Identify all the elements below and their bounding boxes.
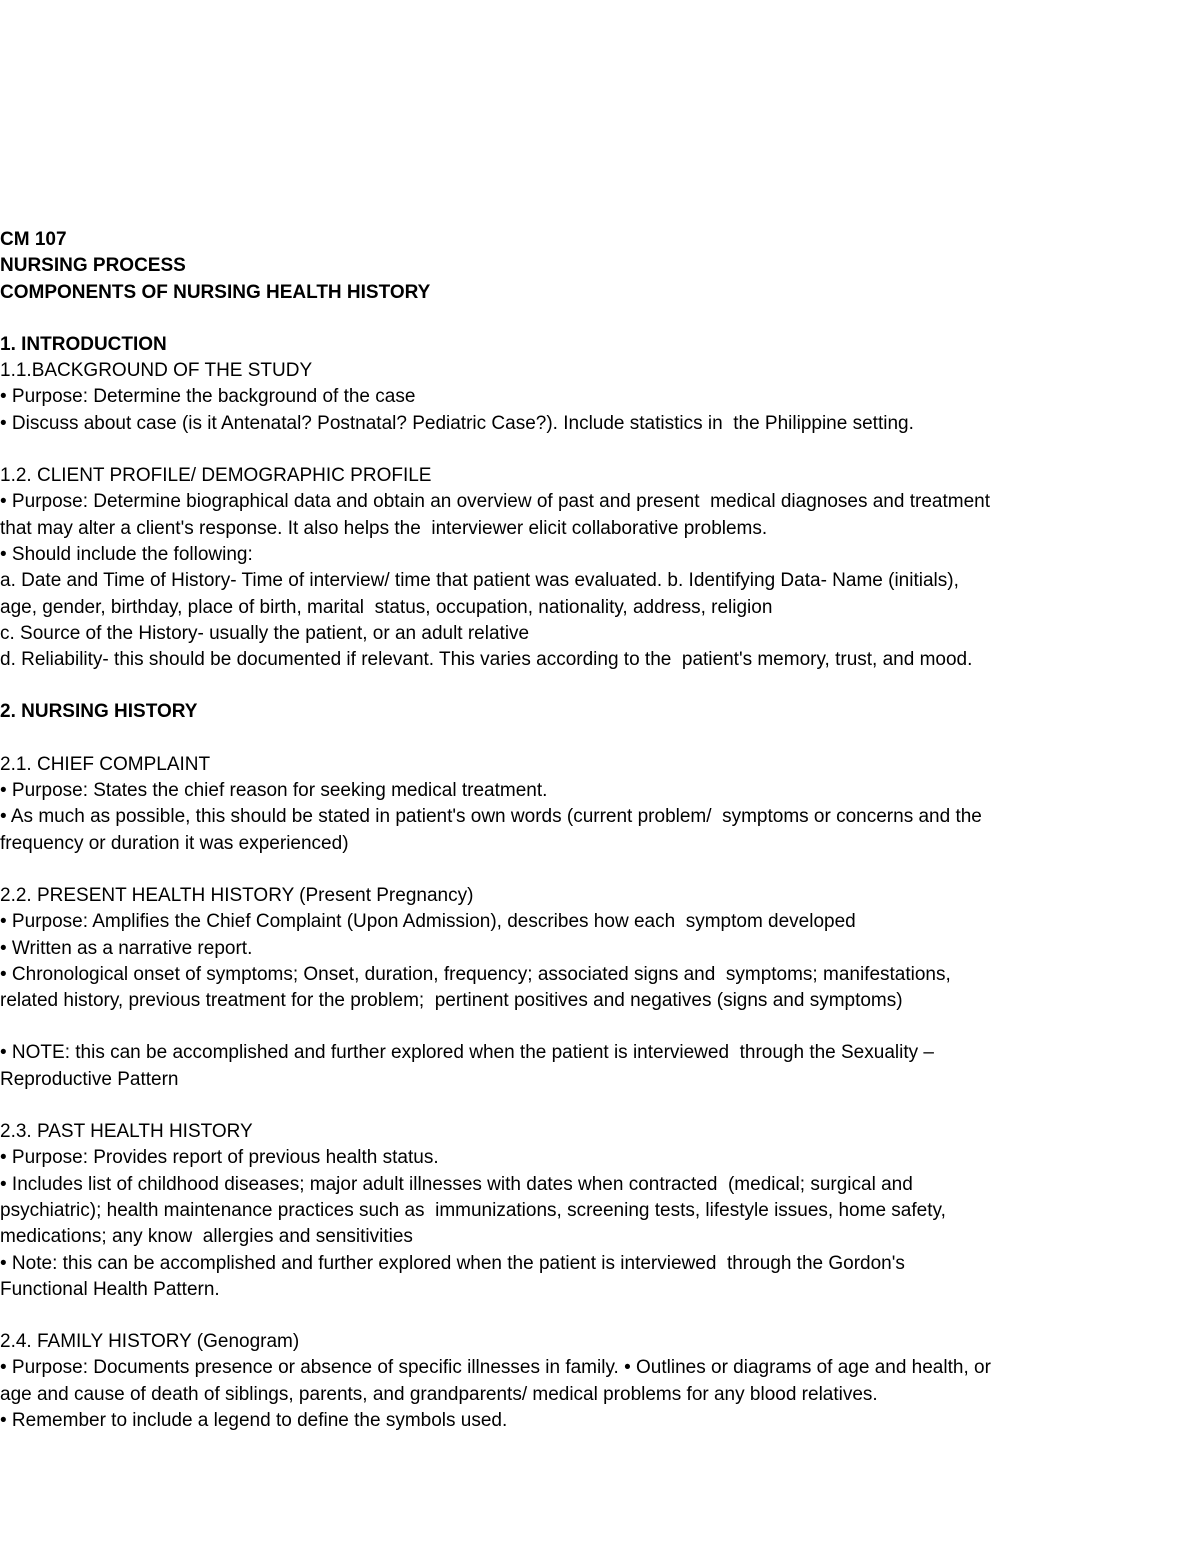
section-1-2-line: d. Reliability- this should be documented if relevant. This varies according to the patient's memory, trust, and mood.	[0, 649, 973, 671]
section-2-3-line: • Note: this can be accomplished and further explored when the patient is interviewed through the Gordon's	[0, 1252, 905, 1274]
spacer	[0, 1014, 1190, 1040]
section-1-1-title: 1.1.BACKGROUND OF THE STUDY	[0, 360, 313, 382]
section-1-2-line: • Should include the following:	[0, 543, 253, 565]
section-2-2-line: • Written as a narrative report.	[0, 937, 253, 959]
section-2-3-line: psychiatric); health maintenance practices such as immunizations, screening tests, lifestyle issues, home safety,	[0, 1199, 946, 1221]
section-2-3-title: 2.3. PAST HEALTH HISTORY	[0, 1121, 253, 1143]
section-2-4-line: • Purpose: Documents presence or absence of specific illnesses in family. • Outlines or diagrams of age and health, or	[0, 1357, 991, 1379]
spacer	[0, 306, 1190, 332]
section-1-1-line: • Discuss about case (is it Antenatal? Postnatal? Pediatric Case?). Include statistics in the Philippine setting.	[0, 412, 914, 434]
section-2-2-line: • Chronological onset of symptoms; Onset, duration, frequency; associated signs and symptoms; manifestations,	[0, 963, 951, 985]
section-2-1-title: 2.1. CHIEF COMPLAINT	[0, 753, 211, 775]
document-page	[0, 227, 1190, 1434]
spacer	[0, 726, 1190, 752]
section-2-3-line: • Purpose: Provides report of previous health status.	[0, 1147, 439, 1169]
section-2-3-line: medications; any know allergies and sensitivities	[0, 1226, 413, 1248]
spacer	[0, 857, 1190, 883]
section-1-2-line: c. Source of the History- usually the patient, or an adult relative	[0, 622, 530, 644]
course-code: CM 107	[0, 229, 67, 250]
section-2-3-line: • Includes list of childhood diseases; major adult illnesses with dates when contracted (medical; surgical and	[0, 1173, 913, 1195]
section-2-2-title: 2.2. PRESENT HEALTH HISTORY (Present Pregnancy)	[0, 884, 474, 906]
section-1-1-line: • Purpose: Determine the background of the case	[0, 386, 416, 408]
section-2-1-line: • As much as possible, this should be stated in patient's own words (current problem/ symptoms or concerns and the	[0, 806, 982, 828]
spacer	[0, 673, 1190, 699]
section-2-2-note: • NOTE: this can be accomplished and further explored when the patient is interviewed through the Sexuality –	[0, 1042, 934, 1064]
section-2-3-line: Functional Health Pattern.	[0, 1278, 220, 1300]
section-2-4-line: age and cause of death of siblings, parents, and grandparents/ medical problems for any blood relatives.	[0, 1383, 878, 1405]
topic-title: COMPONENTS OF NURSING HEALTH HISTORY	[0, 281, 431, 303]
section-2-2-line: • Purpose: Amplifies the Chief Complaint (Upon Admission), describes how each symptom developed	[0, 911, 856, 933]
section-1-2-title: 1.2. CLIENT PROFILE/ DEMOGRAPHIC PROFILE	[0, 465, 432, 487]
section-1-2-line: that may alter a client's response. It also helps the interviewer elicit collaborative problems.	[0, 517, 768, 539]
section-2-1-line: frequency or duration it was experienced)	[0, 832, 349, 854]
section-2-heading: 2. NURSING HISTORY	[0, 701, 198, 723]
section-1-heading: 1. INTRODUCTION	[0, 333, 167, 355]
subject-title: NURSING PROCESS	[0, 255, 186, 277]
section-1-2-line: a. Date and Time of History- Time of interview/ time that patient was evaluated. b. Identifying Data- Name (initials),	[0, 570, 959, 592]
section-1-2-line: age, gender, birthday, place of birth, marital status, occupation, nationality, address, religion	[0, 596, 773, 618]
section-2-2-note: Reproductive Pattern	[0, 1068, 179, 1090]
spacer	[0, 1093, 1190, 1119]
spacer	[0, 1303, 1190, 1329]
section-1-2-line: • Purpose: Determine biographical data and obtain an overview of past and present medical diagnoses and treatment	[0, 491, 990, 513]
section-2-2-line: related history, previous treatment for the problem; pertinent positives and negatives (signs and symptoms)	[0, 990, 903, 1012]
section-2-1-line: • Purpose: States the chief reason for seeking medical treatment.	[0, 780, 548, 802]
spacer	[0, 437, 1190, 463]
section-2-4-title: 2.4. FAMILY HISTORY (Genogram)	[0, 1331, 300, 1353]
section-2-4-line: • Remember to include a legend to define the symbols used.	[0, 1409, 508, 1431]
